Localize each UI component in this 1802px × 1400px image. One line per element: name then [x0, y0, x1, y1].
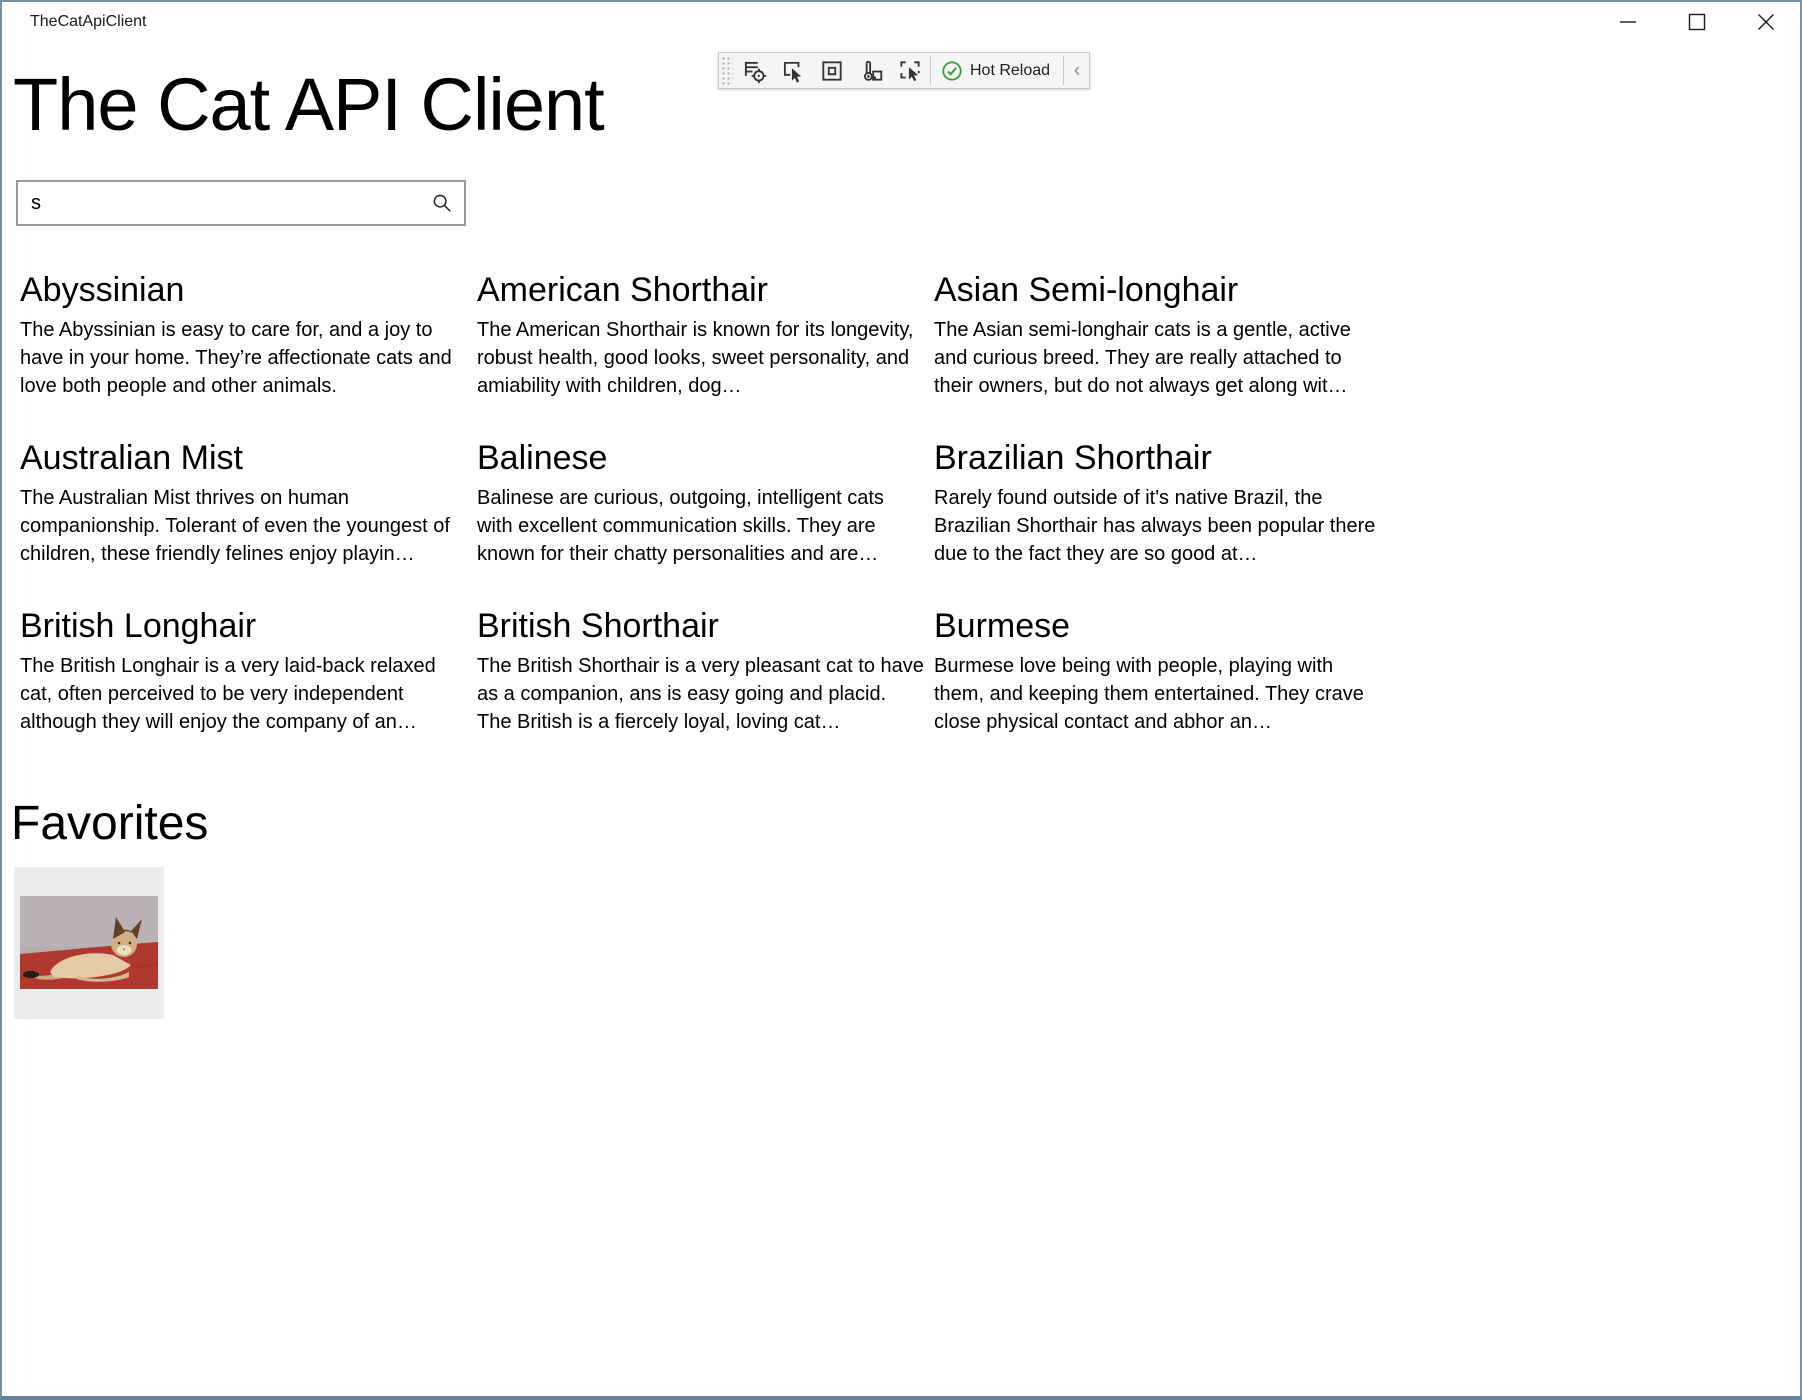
window-title: TheCatApiClient: [30, 13, 147, 30]
breed-card-balinese[interactable]: [477, 436, 934, 568]
breed-description: Burmese love being with people, playing with them, and keeping them entertained. They crave close physical contact and abhor an…: [934, 655, 1364, 733]
search-box: [16, 180, 466, 226]
minimize-button[interactable]: [1593, 2, 1662, 42]
go-to-live-visual-tree-icon: [741, 58, 767, 84]
breed-card-abyssinian[interactable]: [20, 268, 477, 400]
breed-description: Rarely found outside of it's native Brazil, the Brazilian Shorthair has always been popular there due to the fact they are so good at…: [934, 487, 1376, 565]
titlebar[interactable]: [2, 2, 1800, 42]
breed-name: Burmese: [934, 607, 1071, 645]
green-check-circle-icon: [941, 60, 963, 82]
maximize-icon: [1688, 13, 1706, 31]
breed-name: British Shorthair: [477, 607, 719, 645]
favorites-heading: Favorites: [11, 797, 209, 850]
breed-name: Brazilian Shorthair: [934, 439, 1212, 477]
breed-name: Australian Mist: [20, 439, 243, 477]
breed-card-asian-semi-longhair[interactable]: [934, 268, 1391, 400]
track-focused-element-button[interactable]: [890, 53, 929, 88]
search-button[interactable]: [420, 182, 464, 224]
collapse-toolbar-button[interactable]: [1065, 53, 1089, 88]
breed-description: The British Shorthair is a very pleasant cat to have as a companion, ans is easy going and placid. The British is a fiercely loyal, loving cat…: [477, 655, 924, 733]
search-input[interactable]: [18, 182, 420, 224]
toolbar-grip-handle[interactable]: [720, 55, 733, 86]
diagnostics-button[interactable]: [851, 53, 890, 88]
breed-description: The Asian semi-longhair cats is a gentle, active and curious breed. They are really attached to their owners, but do not always get along wit…: [934, 319, 1351, 397]
breed-description: Balinese are curious, outgoing, intelligent cats with excellent communication skills. They are known for their chatty personalities and are…: [477, 487, 884, 565]
hot-reload-label: Hot Reload: [970, 61, 1051, 79]
toolbar-separator: [930, 56, 931, 85]
select-element-button[interactable]: [773, 53, 812, 88]
breed-name: Asian Semi-longhair: [934, 271, 1239, 309]
breed-description: The Abyssinian is easy to care for, and a joy to have in your home. They’re affectionate cats and love both people and other animals.: [20, 319, 452, 397]
chevron-left-icon: ‹: [1073, 60, 1081, 81]
breed-card-burmese[interactable]: [934, 604, 1391, 736]
minimize-icon: [1619, 13, 1637, 31]
breed-name: Abyssinian: [20, 271, 185, 309]
page-title: The Cat API Client: [13, 63, 604, 146]
diagnostics-thermometer-icon: [858, 58, 884, 84]
breed-name: British Longhair: [20, 607, 257, 645]
go-to-live-visual-tree-button[interactable]: [734, 53, 773, 88]
favorite-item[interactable]: [14, 867, 164, 1019]
display-layout-adorners-icon: [819, 58, 845, 84]
breed-card-american-shorthair[interactable]: [477, 268, 934, 400]
display-layout-adorners-button[interactable]: [812, 53, 851, 88]
breed-name: Balinese: [477, 439, 608, 477]
magnifier-icon: [431, 192, 453, 214]
breed-name: American Shorthair: [477, 271, 769, 309]
breed-card-british-shorthair[interactable]: [477, 604, 934, 736]
close-icon: [1757, 13, 1775, 31]
select-element-icon: [780, 58, 806, 84]
abyssinian-cat-photo: [20, 896, 158, 989]
caption-buttons: [1593, 2, 1800, 42]
breed-card-british-longhair[interactable]: [20, 604, 477, 736]
breed-description: The American Shorthair is known for its longevity, robust health, good looks, sweet personality, and amiability with children, dog…: [477, 319, 914, 397]
breed-list: [20, 268, 1391, 736]
breed-description: The British Longhair is a very laid-back relaxed cat, often perceived to be very independent although they will enjoy the company of an…: [20, 655, 436, 733]
xaml-debug-toolbar: [718, 52, 1090, 89]
breed-card-brazilian-shorthair[interactable]: [934, 436, 1391, 568]
track-focused-element-icon: [897, 58, 923, 84]
hot-reload-status[interactable]: [932, 53, 1062, 88]
close-button[interactable]: [1731, 2, 1800, 42]
breed-description: The Australian Mist thrives on human companionship. Tolerant of even the youngest of children, these friendly felines enjoy playin…: [20, 487, 450, 565]
breed-card-australian-mist[interactable]: [20, 436, 477, 568]
toolbar-separator: [1063, 56, 1064, 85]
maximize-button[interactable]: [1662, 2, 1731, 42]
